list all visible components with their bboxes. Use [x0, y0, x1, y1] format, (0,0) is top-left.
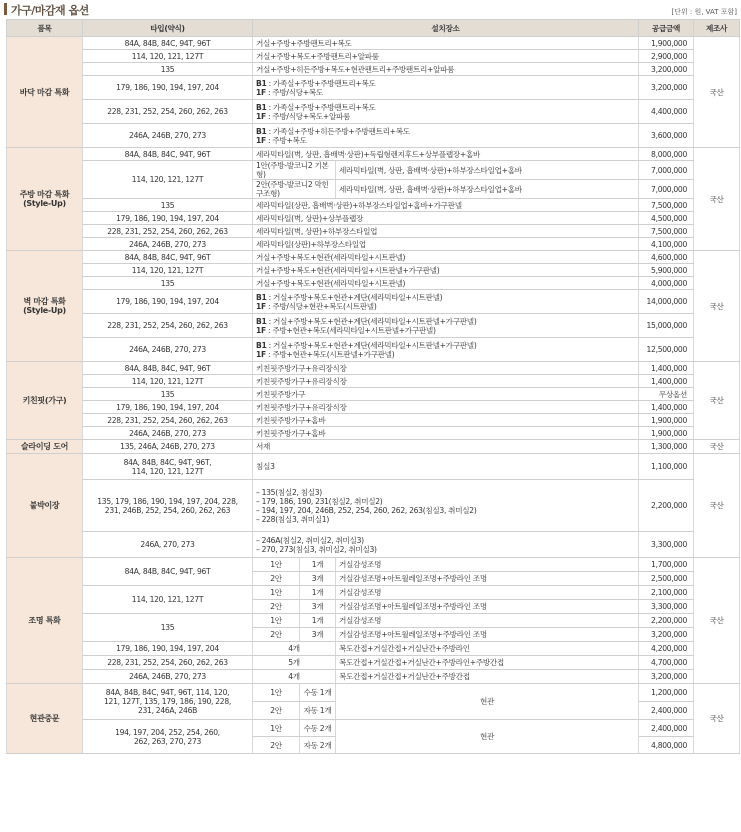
- table-header-row: [7, 20, 740, 37]
- variant-cell: 2안: [253, 737, 300, 754]
- type-line: 114, 120, 121, 127T: [131, 466, 204, 476]
- type-cell: 228, 231, 252, 254, 260, 262, 263: [83, 100, 253, 124]
- variant-cell: 2안(주방-발코니2 막힌구조형): [253, 180, 336, 199]
- location-cell: 세라믹타일(상판, 흡배벽·상판)+하부장스타일업+홈바+가구판넬: [253, 199, 639, 212]
- table-row: [7, 401, 740, 414]
- price-cell: 2,500,000: [639, 572, 694, 586]
- title-bar-mark: [4, 3, 7, 15]
- table-row: [7, 440, 740, 454]
- table-row: [7, 76, 740, 100]
- floor-b1-label: B1: [256, 102, 267, 112]
- floor-b1-label: B1: [256, 292, 267, 302]
- variant-cell: 1안: [253, 586, 300, 600]
- type-cell: 179, 186, 190, 194, 197, 204: [83, 212, 253, 225]
- location-line: – 270, 273(침실3, 취미실2, 취미실3): [256, 544, 377, 554]
- type-cell: 114, 120, 121, 127T: [83, 375, 253, 388]
- count-cell: 자동 2개: [300, 737, 336, 754]
- type-cell: 246A, 246B, 270, 273: [83, 338, 253, 362]
- price-cell: 2,200,000: [639, 614, 694, 628]
- location-cell: 키친핏주방가구: [253, 388, 639, 401]
- floor-1f-label: 1F: [256, 325, 266, 335]
- floor-1f-text: : 주방+복도: [265, 135, 307, 145]
- type-cell: 228, 231, 252, 254, 260, 262, 263: [83, 314, 253, 338]
- table-row: [7, 238, 740, 251]
- floor-b1-text: : 가족실+주방+히든주방+주방팬트리+복도: [266, 126, 410, 136]
- type-cell: 228, 231, 252, 254, 260, 262, 263: [83, 225, 253, 238]
- type-cell: [83, 454, 253, 480]
- variant-cell: 1안: [253, 720, 300, 737]
- location-cell: 거실감성조명: [336, 614, 639, 628]
- location-cell: 거실감성조명+아트월레일조명+주방라인 조명: [336, 628, 639, 642]
- table-row: [7, 212, 740, 225]
- type-line: 231, 246A, 246B: [137, 706, 198, 715]
- category-floor: 바닥 마감 특화: [7, 37, 83, 148]
- location-cell: 키친핏주방가구+홈바: [253, 414, 639, 427]
- table-row: [7, 375, 740, 388]
- price-cell: 1,400,000: [639, 375, 694, 388]
- location-cell: 복도간접+거실간접+거실난간+주방라인: [336, 642, 639, 656]
- maker-cell: 국산: [694, 251, 740, 362]
- price-cell: 1,100,000: [639, 454, 694, 480]
- table-row: [7, 558, 740, 572]
- table-row: [7, 264, 740, 277]
- location-cell: [253, 314, 639, 338]
- table-row: [7, 586, 740, 600]
- price-cell: 14,000,000: [639, 290, 694, 314]
- table-row: [7, 37, 740, 50]
- section-header: [0, 0, 741, 18]
- price-cell: 4,200,000: [639, 642, 694, 656]
- floor-b1-label: B1: [256, 340, 267, 350]
- location-cell: 거실감성조명+아트월레일조명+주방라인 조명: [336, 572, 639, 586]
- table-row: [7, 480, 740, 532]
- location-cell: [253, 338, 639, 362]
- price-cell: 4,400,000: [639, 100, 694, 124]
- table-row: [7, 656, 740, 670]
- price-cell: 3,200,000: [639, 628, 694, 642]
- table-row: [7, 199, 740, 212]
- category-kitchen: [7, 148, 83, 251]
- category-wall: [7, 251, 83, 362]
- table-row: [7, 532, 740, 558]
- floor-1f-text: : 주방/식당+복도: [265, 87, 323, 97]
- type-cell: 179, 186, 190, 194, 197, 204: [83, 290, 253, 314]
- location-cell: [253, 100, 639, 124]
- price-cell: 2,400,000: [639, 702, 694, 720]
- price-cell: 1,300,000: [639, 440, 694, 454]
- price-cell: 2,100,000: [639, 586, 694, 600]
- location-cell: 키친핏주방가구+유리장식장: [253, 401, 639, 414]
- type-line: 121, 127T, 135, 179, 186, 190, 228,: [104, 697, 231, 706]
- maker-cell: 국산: [694, 454, 740, 558]
- location-cell: [253, 290, 639, 314]
- count-cell: 5개: [253, 656, 336, 670]
- location-line: – 179, 186, 190, 231(침실2, 취미실2): [256, 496, 383, 506]
- location-cell: [253, 76, 639, 100]
- type-cell: 179, 186, 190, 194, 197, 204: [83, 401, 253, 414]
- table-row: [7, 50, 740, 63]
- type-cell: 228, 231, 252, 254, 260, 262, 263: [83, 414, 253, 427]
- price-cell: 3,200,000: [639, 670, 694, 684]
- location-line: – 135(침실2, 침실3): [256, 487, 322, 497]
- table-row: [7, 290, 740, 314]
- price-cell: 8,000,000: [639, 148, 694, 161]
- floor-b1-label: B1: [256, 316, 267, 326]
- count-cell: 1개: [300, 586, 336, 600]
- type-cell: 84A, 84B, 84C, 94T, 96T: [83, 148, 253, 161]
- type-cell: 228, 231, 252, 254, 260, 262, 263: [83, 656, 253, 670]
- table-row: [7, 161, 740, 180]
- type-cell: 135: [83, 614, 253, 642]
- location-cell: 서재: [253, 440, 639, 454]
- location-cell: 거실감성조명: [336, 558, 639, 572]
- count-cell: 3개: [300, 600, 336, 614]
- table-row: [7, 338, 740, 362]
- category-sliding: 슬라이딩 도어: [7, 440, 83, 454]
- price-cell: 2,200,000: [639, 480, 694, 532]
- price-cell: 1,700,000: [639, 558, 694, 572]
- floor-b1-text: : 거실+주방+복도+현관+계단(세라믹타일+시트판넬+가구판넬): [266, 340, 477, 350]
- price-cell: 4,000,000: [639, 277, 694, 290]
- type-cell: 84A, 84B, 84C, 94T, 96T: [83, 558, 253, 586]
- price-cell: 4,600,000: [639, 251, 694, 264]
- count-cell: 4개: [253, 642, 336, 656]
- price-cell: 1,900,000: [639, 414, 694, 427]
- count-cell: 1개: [300, 614, 336, 628]
- table-row: [7, 277, 740, 290]
- price-cell: 4,500,000: [639, 212, 694, 225]
- category-wall-name: 벽 마감 특화: [23, 297, 66, 306]
- price-cell: 3,200,000: [639, 63, 694, 76]
- table-row: [7, 642, 740, 656]
- count-cell: 자동 1개: [300, 702, 336, 720]
- table-row: [7, 362, 740, 375]
- location-cell: 세라믹타일(상판)+하부장스타일업: [253, 238, 639, 251]
- floor-1f-label: 1F: [256, 135, 266, 145]
- price-cell: 3,200,000: [639, 76, 694, 100]
- table-row: [7, 148, 740, 161]
- price-cell: 15,000,000: [639, 314, 694, 338]
- category-wall-sub: (Style-Up): [23, 306, 66, 315]
- type-line: 231, 246B, 252, 254, 260, 262, 263: [104, 505, 231, 515]
- variant-cell: 2안: [253, 572, 300, 586]
- location-cell: 현관: [336, 720, 639, 754]
- count-cell: 수동 2개: [300, 720, 336, 737]
- type-cell: 246A, 270, 273: [83, 532, 253, 558]
- price-cell: 3,300,000: [639, 600, 694, 614]
- location-cell: [253, 124, 639, 148]
- floor-1f-label: 1F: [256, 111, 266, 121]
- type-cell: 246A, 246B, 270, 273: [83, 670, 253, 684]
- table-row: [7, 314, 740, 338]
- price-cell: 무상옵션: [639, 388, 694, 401]
- floor-b1-text: : 거실+주방+복도+현관+계단(세라믹타일+시트판넬+가구판넬): [266, 316, 477, 326]
- location-cell: 키친핏주방가구+홈바: [253, 427, 639, 440]
- price-cell: 7,000,000: [639, 161, 694, 180]
- unit-note: [단위 : 원, VAT 포함]: [671, 8, 737, 16]
- count-cell: 4개: [253, 670, 336, 684]
- location-cell: 거실감성조명: [336, 586, 639, 600]
- location-cell: 거실+주방+복도+주방팬트리+알파룸: [253, 50, 639, 63]
- location-cell: 키친핏주방가구+유리장식장: [253, 362, 639, 375]
- floor-b1-label: B1: [256, 126, 267, 136]
- floor-1f-text: : 주방/식당+복도+알파룸: [265, 111, 351, 121]
- table-row: [7, 251, 740, 264]
- price-cell: 7,000,000: [639, 180, 694, 199]
- location-cell: 현관: [336, 684, 639, 720]
- table-row: [7, 670, 740, 684]
- price-cell: 4,100,000: [639, 238, 694, 251]
- location-line: – 228(침실3, 취미실1): [256, 514, 329, 524]
- table-row: [7, 684, 740, 702]
- location-cell: 거실+주방+복도+현관(세라믹타일+시트판넬): [253, 277, 639, 290]
- type-cell: 135: [83, 199, 253, 212]
- variant-cell: 2안: [253, 628, 300, 642]
- type-cell: 84A, 84B, 84C, 94T, 96T: [83, 362, 253, 375]
- variant-cell: 1안(주방-발코니2 기본형): [253, 161, 336, 180]
- location-cell: 침실3: [253, 454, 639, 480]
- price-cell: 1,200,000: [639, 684, 694, 702]
- type-cell: 246A, 246B, 270, 273: [83, 238, 253, 251]
- location-line: – 246A(침실2, 취미실2, 취미실3): [256, 535, 364, 545]
- type-cell: 114, 120, 121, 127T: [83, 50, 253, 63]
- price-cell: 2,900,000: [639, 50, 694, 63]
- location-cell: 세라믹타일(벽, 상판, 흡배벽·상판)+독립형렌지후드+상부플랩장+홈바: [253, 148, 639, 161]
- count-cell: 3개: [300, 628, 336, 642]
- variant-cell: 2안: [253, 600, 300, 614]
- maker-cell: 국산: [694, 148, 740, 251]
- floor-1f-text: : 주방/식당+현관+복도(시트판넬): [265, 301, 377, 311]
- location-cell: 키친핏주방가구+유리장식장: [253, 375, 639, 388]
- floor-1f-label: 1F: [256, 301, 266, 311]
- count-cell: 수동 1개: [300, 684, 336, 702]
- location-cell: 세라믹타일(벽, 상판)+하부장스타일업: [253, 225, 639, 238]
- type-cell: 179, 186, 190, 194, 197, 204: [83, 76, 253, 100]
- type-cell: [83, 720, 253, 754]
- price-cell: 3,600,000: [639, 124, 694, 148]
- floor-b1-text: : 가족실+주방+주방팬트리+복도: [266, 78, 376, 88]
- price-cell: 1,400,000: [639, 401, 694, 414]
- type-cell: 84A, 84B, 84C, 94T, 96T: [83, 37, 253, 50]
- price-cell: 12,500,000: [639, 338, 694, 362]
- maker-cell: 국산: [694, 440, 740, 454]
- table-row: [7, 427, 740, 440]
- price-cell: 1,400,000: [639, 362, 694, 375]
- header-maker: 제조사: [694, 20, 740, 37]
- floor-1f-label: 1F: [256, 87, 266, 97]
- price-cell: 5,900,000: [639, 264, 694, 277]
- price-cell: 3,300,000: [639, 532, 694, 558]
- variant-cell: 1안: [253, 558, 300, 572]
- location-cell: 거실감성조명+아트월레일조명+주방라인 조명: [336, 600, 639, 614]
- table-row: [7, 614, 740, 628]
- type-cell: 135: [83, 388, 253, 401]
- table-row: [7, 414, 740, 427]
- table-row: [7, 720, 740, 737]
- type-cell: 135, 246A, 246B, 270, 273: [83, 440, 253, 454]
- type-cell: [83, 480, 253, 532]
- category-kitchenfit: 키친핏(가구): [7, 362, 83, 440]
- type-cell: 246A, 246B, 270, 273: [83, 427, 253, 440]
- price-cell: 7,500,000: [639, 225, 694, 238]
- maker-cell: 국산: [694, 362, 740, 440]
- category-kitchen-sub: (Style-Up): [23, 199, 66, 208]
- price-cell: 7,500,000: [639, 199, 694, 212]
- type-line: 84A, 84B, 84C, 94T, 96T,: [123, 457, 212, 467]
- category-entrance: 현관중문: [7, 684, 83, 754]
- floor-1f-text: : 주방+현관+복도(시트판넬+가구판넬): [265, 349, 395, 359]
- type-line: 84A, 84B, 84C, 94T, 96T, 114, 120,: [105, 688, 230, 697]
- location-cell: 거실+주방+주방팬트리+복도: [253, 37, 639, 50]
- type-cell: 114, 120, 121, 127T: [83, 264, 253, 277]
- location-cell: 세라믹타일(벽, 상판, 흡배벽·상판)+하부장스타일업+홈바: [336, 161, 639, 180]
- table-row: [7, 100, 740, 124]
- maker-cell: 국산: [694, 558, 740, 684]
- location-cell: 복도간접+거실간접+거실난간+주방간접: [336, 670, 639, 684]
- type-line: 194, 197, 204, 252, 254, 260,: [115, 727, 220, 737]
- category-lighting: 조명 특화: [7, 558, 83, 684]
- table-row: [7, 124, 740, 148]
- variant-cell: 1안: [253, 614, 300, 628]
- count-cell: 3개: [300, 572, 336, 586]
- type-cell: 114, 120, 121, 127T: [83, 586, 253, 614]
- header-location: 설치장소: [253, 20, 639, 37]
- maker-cell: 국산: [694, 684, 740, 754]
- header-type: 타입(약식): [83, 20, 253, 37]
- category-kitchen-name: 주방 마감 특화: [19, 190, 70, 199]
- location-cell: 세라믹타일(벽, 상판, 흡배벽·상판)+하부장스타일업+홈바: [336, 180, 639, 199]
- location-cell: 거실+주방+복도+현관(세라믹타일+시트판넬+가구판넬): [253, 264, 639, 277]
- type-cell: 246A, 246B, 270, 273: [83, 124, 253, 148]
- count-cell: 1개: [300, 558, 336, 572]
- variant-cell: 1안: [253, 684, 300, 702]
- category-builtin: 붙박이장: [7, 454, 83, 558]
- table-row: [7, 388, 740, 401]
- type-cell: 114, 120, 121, 127T: [83, 161, 253, 199]
- location-cell: 복도간접+거실간접+거실난간+주방라인+주방간접: [336, 656, 639, 670]
- type-line: 262, 263, 270, 273: [133, 736, 202, 746]
- price-cell: 1,900,000: [639, 427, 694, 440]
- price-cell: 4,800,000: [639, 737, 694, 754]
- location-line: – 194, 197, 204, 246B, 252, 254, 260, 262, 263(침실3, 취미실2): [256, 505, 477, 515]
- location-cell: 세라믹타일(벽, 상판)+상부플랩장: [253, 212, 639, 225]
- type-cell: 84A, 84B, 84C, 94T, 96T: [83, 251, 253, 264]
- floor-b1-text: : 가족실+주방+주방팬트리+복도: [266, 102, 376, 112]
- table-row: [7, 454, 740, 480]
- type-cell: 135: [83, 63, 253, 76]
- price-cell: 2,400,000: [639, 720, 694, 737]
- options-table: [6, 19, 740, 754]
- location-cell: 거실+주방+복도+현관(세라믹타일+시트판넬): [253, 251, 639, 264]
- table-row: [7, 63, 740, 76]
- type-cell: 135: [83, 277, 253, 290]
- type-cell: 179, 186, 190, 194, 197, 204: [83, 642, 253, 656]
- floor-1f-label: 1F: [256, 349, 266, 359]
- price-cell: 4,700,000: [639, 656, 694, 670]
- price-cell: 1,900,000: [639, 37, 694, 50]
- floor-1f-text: : 주방+현관+복도(세라믹타일+시트판넬+가구판넬): [265, 325, 436, 335]
- location-cell: [253, 532, 639, 558]
- maker-cell: 국산: [694, 37, 740, 148]
- floor-b1-label: B1: [256, 78, 267, 88]
- page-title: 가구/마감재 옵션: [11, 4, 89, 17]
- variant-cell: 2안: [253, 702, 300, 720]
- header-price: 공급금액: [639, 20, 694, 37]
- floor-b1-text: : 거실+주방+복도+현관+계단(세라믹타일+시트판넬): [266, 292, 443, 302]
- header-item: 품목: [7, 20, 83, 37]
- location-cell: 거실+주방+히든주방+복도+현관팬트리+주방팬트리+알파룸: [253, 63, 639, 76]
- location-cell: [253, 480, 639, 532]
- table-row: [7, 225, 740, 238]
- type-cell: [83, 684, 253, 720]
- type-line: 135, 179, 186, 190, 194, 197, 204, 228,: [97, 496, 238, 506]
